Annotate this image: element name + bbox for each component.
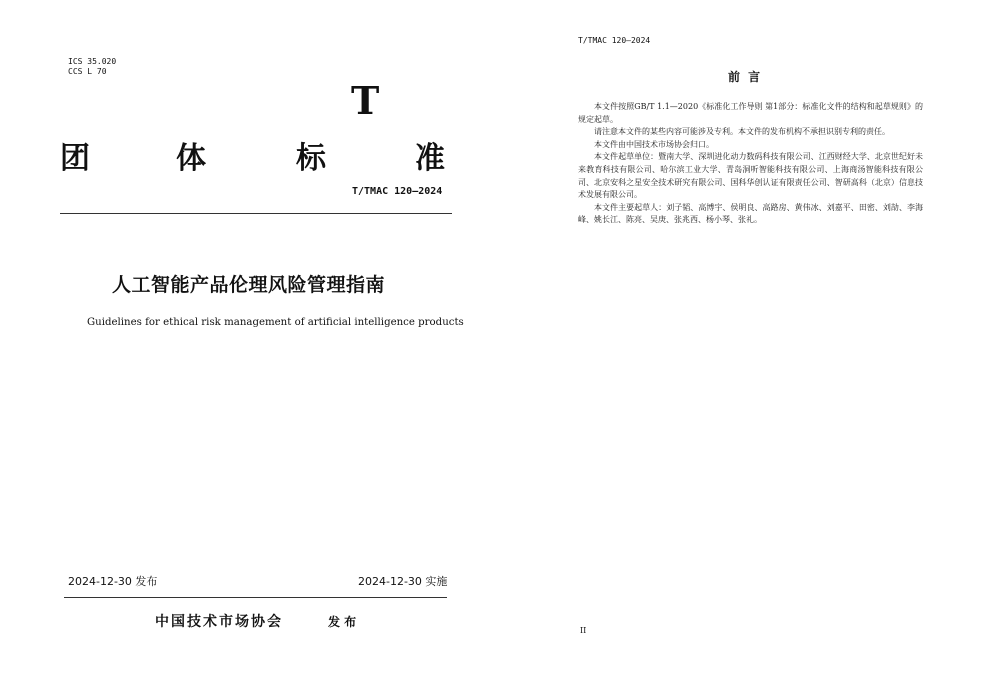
page-number: II bbox=[580, 626, 587, 635]
issue-label: 发 布 bbox=[328, 615, 357, 629]
cover-top-divider bbox=[60, 213, 452, 214]
foreword-paragraph: 请注意本文件的某些内容可能涉及专利。本文件的发布机构不承担识别专利的责任。 bbox=[594, 127, 890, 137]
foreword-paragraph: 本文件由中国技术市场协会归口。 bbox=[594, 139, 714, 149]
standard-type-char-4: 准 bbox=[415, 141, 445, 176]
standard-type-char-3: 标 bbox=[296, 141, 326, 176]
ccs-code: CCS L 70 bbox=[68, 67, 107, 76]
foreword-body bbox=[578, 101, 923, 227]
document-title-en: Guidelines for ethical risk management of artificial intelligence products bbox=[87, 317, 464, 328]
standard-type-char-1: 团 bbox=[60, 141, 90, 176]
implement-date: 2024-12-30 实施 bbox=[358, 575, 448, 588]
document-title-cn: 人工智能产品伦理风险管理指南 bbox=[112, 274, 386, 296]
foreword-paragraph: 本文件按照GB/T 1.1—2020《标准化工作导则 第1部分：标准化文件的结构和起草规则》的规定起草。 bbox=[578, 102, 923, 124]
foreword-heading: 前 言 bbox=[728, 70, 763, 84]
standard-number: T/TMAC 120—2024 bbox=[352, 186, 443, 197]
standard-logo-t: T bbox=[351, 78, 380, 123]
ics-code: ICS 35.020 bbox=[68, 57, 117, 66]
cover-bottom-divider bbox=[64, 597, 447, 598]
foreword-header-number: T/TMAC 120—2024 bbox=[578, 36, 651, 45]
standard-type-char-2: 体 bbox=[176, 141, 206, 176]
publish-date: 2024-12-30 发布 bbox=[68, 575, 158, 588]
issuing-organization: 中国技术市场协会 bbox=[155, 614, 283, 630]
foreword-paragraph: 本文件主要起草人：刘子韬、高博宇、侯明良、高路房、黄伟冰、刘嘉平、田密、刘劼、李海峰、姚长江、陈亮、吴庚、张兆西、杨小琴、张礼。 bbox=[578, 202, 923, 225]
foreword-paragraph: 本文件起草单位：暨南大学、深圳进化动力数码科技有限公司、江西财经大学、北京世纪好未来教育科技有限公司、哈尔滨工业大学、青岛洞听智能科技有限公司、上海商汤智能科技有限公司、北京安科之星安全技术研究有限公司、国科华创认证有限责任公司、智研高科（北京）信息技术发展有限公司。 bbox=[578, 152, 923, 200]
